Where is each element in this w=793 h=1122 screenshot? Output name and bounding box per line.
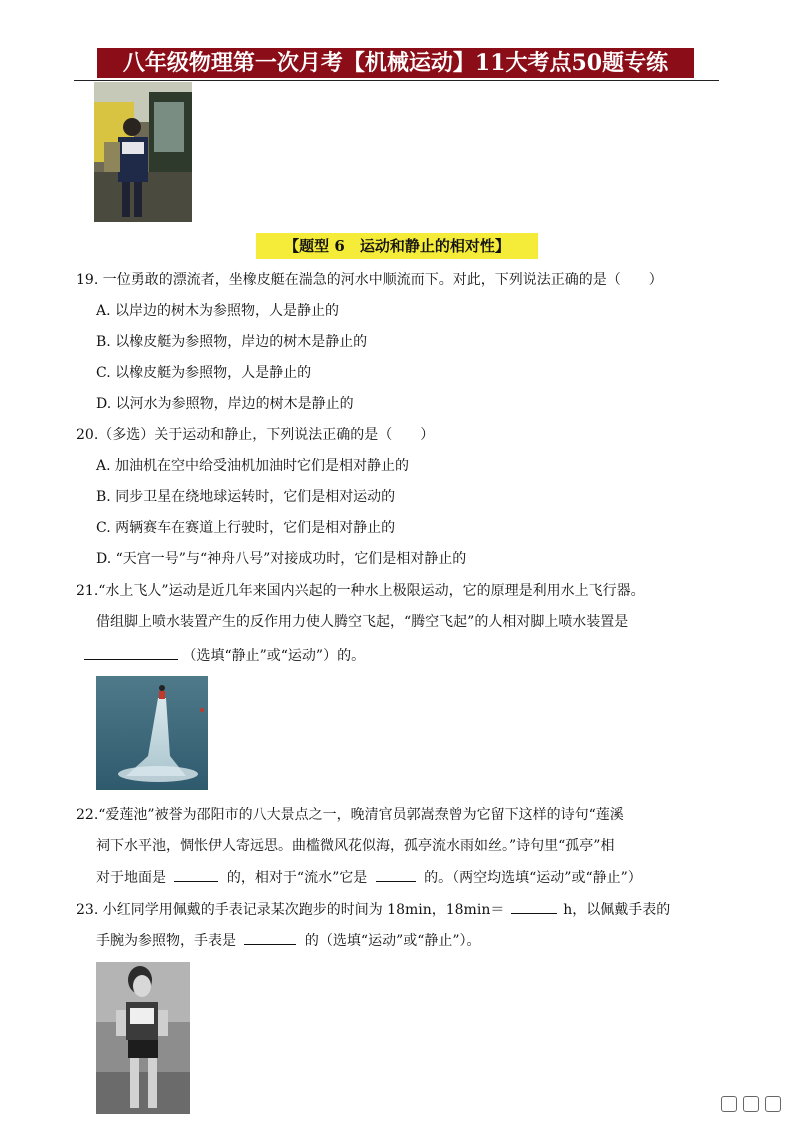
q22-line3-part-b: 的，相对于“流水”它是 [226,870,368,886]
q20-option-a: A. 加油机在空中给受油机加油时它们是相对静止的 [96,458,410,474]
q22-answer-blank-2[interactable] [376,867,416,882]
q21-answer-blank[interactable] [84,645,178,660]
q23-line1-part-a: 23. 小红同学用佩戴的手表记录某次跑步的时间为 18min，18min＝ [76,902,505,918]
q22-line3-part-c: 的。（两空均选填“运动”或“静止”） [424,870,642,886]
grid-icon[interactable] [743,1096,759,1112]
q21-line1: 21.“水上飞人”运动是近几年来国内兴起的一种水上极限运动，它的原理是利用水上飞行器。 [76,583,645,599]
q20-stem: 20.（多选）关于运动和静止，下列说法正确的是（ ） [76,427,435,443]
q21-line3 [84,645,365,666]
q22-answer-blank-1[interactable] [174,867,218,882]
q19-option-c: C. 以橡皮艇为参照物，人是静止的 [96,365,312,381]
q20-option-d: D. “天宫一号”与“神舟八号”对接成功时，它们是相对静止的 [96,551,467,567]
q23-line1-part-b: h，以佩戴手表的 [563,902,671,918]
bus-boarding-photo [94,82,192,222]
q23-answer-blank-2[interactable] [244,930,296,945]
page-header-title: 八年级物理第一次月考【机械运动】11大考点50题专练 [97,48,694,78]
q23-line2-part-b: 的（选填“运动”或“静止”）。 [304,933,481,949]
footer-toolbar [721,1096,781,1112]
q22-line1: 22.“爱莲池”被誉为邵阳市的八大景点之一，晚清官员郭嵩焘曾为它留下这样的诗句“莲溪 [76,807,624,823]
runner-photo [96,962,190,1114]
q19-option-d: D. 以河水为参照物，岸边的树木是静止的 [96,396,354,412]
q23-line1 [76,899,670,920]
water-jetpack-photo [96,676,208,790]
q22-line3-part-a: 对于地面是 [96,870,166,886]
q23-line2 [96,930,481,951]
q19-option-a: A. 以岸边的树木为参照物，人是静止的 [96,303,340,319]
q23-line2-part-a: 手腕为参照物，手表是 [96,933,236,949]
page-icon[interactable] [721,1096,737,1112]
menu-icon[interactable] [765,1096,781,1112]
q21-line3-text: （选填“静止”或“运动”）的。 [182,648,366,664]
section-title: 【题型 6 运动和静止的相对性】 [256,233,538,259]
q22-line3 [96,867,642,888]
q20-option-b: B. 同步卫星在绕地球运转时，它们是相对运动的 [96,489,396,505]
q23-answer-blank-1[interactable] [511,899,557,914]
q20-option-c: C. 两辆赛车在赛道上行驶时，它们是相对静止的 [96,520,396,536]
q21-line2: 借组脚上喷水装置产生的反作用力使人腾空飞起，“腾空飞起”的人相对脚上喷水装置是 [96,614,629,630]
q19-option-b: B. 以橡皮艇为参照物，岸边的树木是静止的 [96,334,368,350]
q19-stem: 19. 一位勇敢的漂流者，坐橡皮艇在湍急的河水中顺流而下。对此，下列说法正确的是（ ） [76,272,663,288]
q22-line2: 祠下水平池，惆怅伊人寄远思。曲槛微风花似海，孤亭流水雨如丝。”诗句里“孤亭”相 [96,838,615,854]
header-divider [74,80,719,81]
